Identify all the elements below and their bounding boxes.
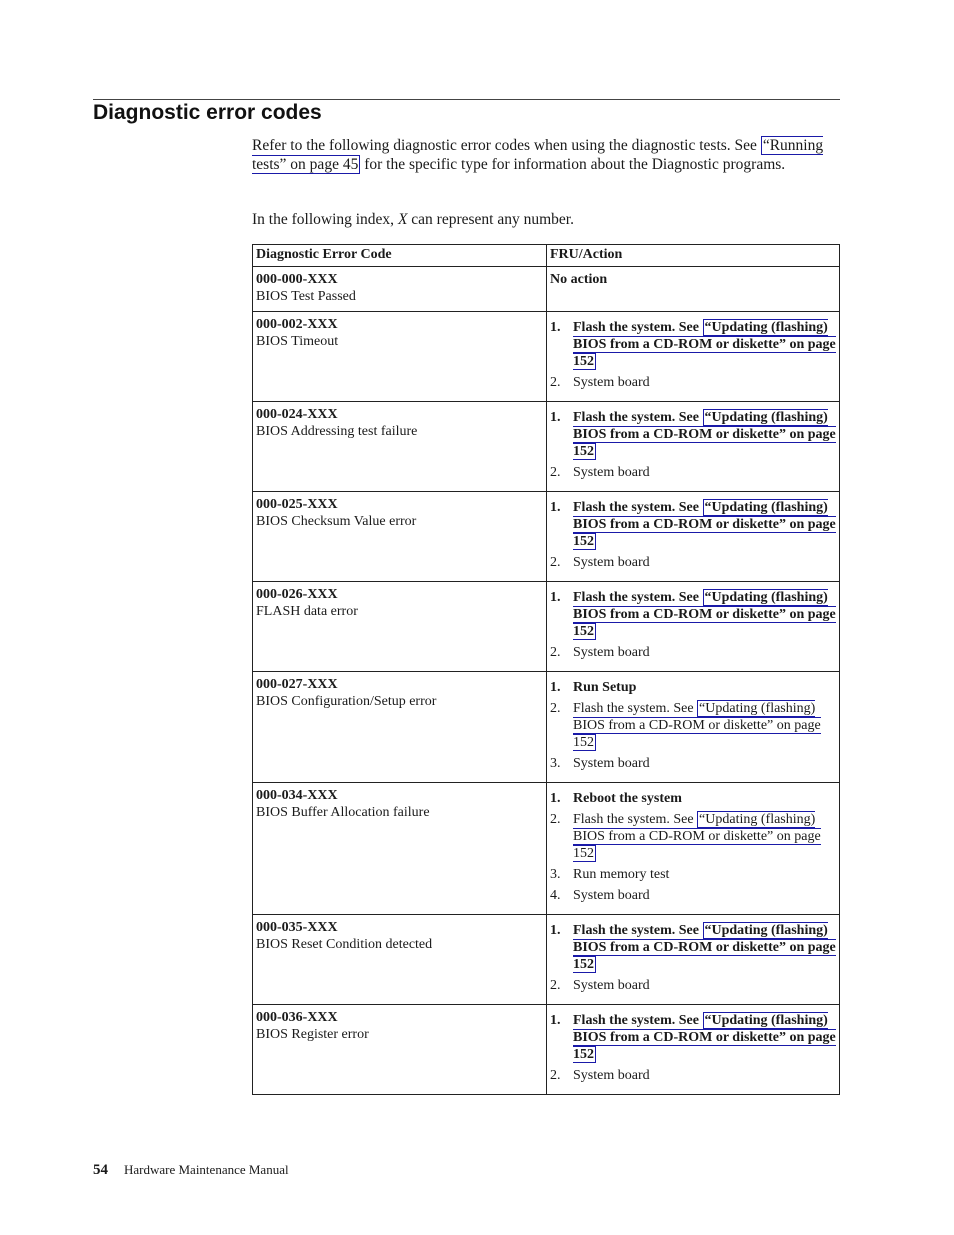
action-item — [550, 866, 836, 883]
updating-bios-link[interactable]: “Updating (flashing) BIOS from a CD-ROM or diskette” on page 152 — [573, 320, 836, 369]
action-text: Run Setup — [573, 680, 637, 695]
table-row — [253, 267, 840, 312]
table-row — [253, 672, 840, 783]
action-text: Flash the system. See — [573, 701, 698, 716]
error-code-cell — [253, 492, 547, 582]
table-row — [253, 915, 840, 1005]
page-title: Diagnostic error codes — [93, 101, 322, 124]
fru-action-cell — [547, 672, 840, 783]
action-item — [550, 589, 836, 640]
error-code: 000-036-XXX — [256, 1010, 338, 1025]
updating-bios-link[interactable]: “Updating (flashing) BIOS from a CD-ROM or diskette” on page 152 — [573, 701, 821, 750]
fru-action-cell — [547, 915, 840, 1005]
action-item — [550, 811, 836, 862]
error-code: 000-035-XXX — [256, 920, 338, 935]
fru-action-cell — [547, 1005, 840, 1095]
updating-bios-link[interactable]: “Updating (flashing) BIOS from a CD-ROM or diskette” on page 152 — [573, 410, 836, 459]
error-code-table — [252, 244, 840, 1095]
action-text: Flash the system. See — [573, 923, 703, 938]
action-list — [550, 1012, 836, 1084]
error-description: BIOS Checksum Value error — [256, 514, 417, 529]
fru-action-cell — [547, 267, 840, 312]
action-item — [550, 499, 836, 550]
action-item — [550, 1067, 836, 1084]
fru-action-cell — [547, 492, 840, 582]
action-item — [550, 700, 836, 751]
action-item — [550, 755, 836, 772]
action-text: System board — [573, 756, 650, 771]
updating-bios-link[interactable]: “Updating (flashing) BIOS from a CD-ROM or diskette” on page 152 — [573, 923, 836, 972]
error-code-cell — [253, 267, 547, 312]
action-number: 1. — [550, 500, 561, 515]
error-description: BIOS Timeout — [256, 334, 339, 349]
error-code-cell — [253, 402, 547, 492]
error-description: BIOS Reset Condition detected — [256, 937, 433, 952]
action-item — [550, 922, 836, 973]
page-footer — [93, 1162, 289, 1179]
action-number: 1. — [550, 923, 561, 938]
table-header-row — [253, 245, 840, 267]
action-item — [550, 464, 836, 481]
action-list — [550, 922, 836, 994]
index-note-pre: In the following index, — [252, 211, 398, 228]
error-code-cell — [253, 1005, 547, 1095]
action-number: 1. — [550, 1013, 561, 1028]
error-code-cell — [253, 915, 547, 1005]
action-number: 2. — [550, 1068, 561, 1083]
table-row — [253, 492, 840, 582]
action-number: 2. — [550, 978, 561, 993]
table-row — [253, 783, 840, 915]
table-row — [253, 312, 840, 402]
action-item — [550, 319, 836, 370]
action-number: 2. — [550, 375, 561, 390]
action-number: 3. — [550, 867, 561, 882]
action-text: Flash the system. See — [573, 320, 703, 335]
action-number: 2. — [550, 701, 561, 716]
action-number: 1. — [550, 320, 561, 335]
error-code-cell — [253, 672, 547, 783]
action-list — [550, 409, 836, 481]
error-code: 000-024-XXX — [256, 407, 338, 422]
header-fru-action: FRU/Action — [547, 245, 840, 267]
fru-action-cell — [547, 582, 840, 672]
action-item — [550, 887, 836, 904]
index-note — [252, 211, 574, 229]
page-number: 54 — [93, 1162, 108, 1178]
updating-bios-link[interactable]: “Updating (flashing) BIOS from a CD-ROM or diskette” on page 152 — [573, 590, 836, 639]
action-number: 3. — [550, 756, 561, 771]
error-description: BIOS Addressing test failure — [256, 424, 418, 439]
action-text: No action — [550, 272, 608, 287]
running-tests-link[interactable]: “Running tests” on page 45 — [252, 137, 824, 173]
action-item — [550, 790, 836, 807]
action-text: System board — [573, 465, 650, 480]
error-code: 000-000-XXX — [256, 272, 338, 287]
action-text: Flash the system. See — [573, 590, 703, 605]
error-code-cell — [253, 312, 547, 402]
action-item — [550, 554, 836, 571]
table-row — [253, 1005, 840, 1095]
action-text: System board — [573, 375, 650, 390]
error-code-cell — [253, 582, 547, 672]
action-number: 1. — [550, 791, 561, 806]
updating-bios-link[interactable]: “Updating (flashing) BIOS from a CD-ROM or diskette” on page 152 — [573, 1013, 836, 1062]
error-code: 000-025-XXX — [256, 497, 338, 512]
action-number: 1. — [550, 590, 561, 605]
action-list — [550, 679, 836, 772]
action-number: 4. — [550, 888, 561, 903]
action-item — [550, 679, 836, 696]
action-text: System board — [573, 888, 650, 903]
error-code: 000-026-XXX — [256, 587, 338, 602]
error-code: 000-002-XXX — [256, 317, 338, 332]
action-number: 1. — [550, 410, 561, 425]
header-error-code: Diagnostic Error Code — [253, 245, 547, 267]
action-item — [550, 977, 836, 994]
intro-text-post: for the specific type for information about the Diagnostic programs. — [360, 155, 786, 173]
updating-bios-link[interactable]: “Updating (flashing) BIOS from a CD-ROM or diskette” on page 152 — [573, 812, 821, 861]
action-text: System board — [573, 978, 650, 993]
action-text: Flash the system. See — [573, 1013, 703, 1028]
fru-action-cell — [547, 783, 840, 915]
action-text: Run memory test — [573, 867, 670, 882]
action-number: 2. — [550, 645, 561, 660]
error-description: BIOS Buffer Allocation failure — [256, 805, 430, 820]
action-text: System board — [573, 1068, 650, 1083]
action-list — [550, 589, 836, 661]
error-description: BIOS Register error — [256, 1027, 369, 1042]
action-text: Flash the system. See — [573, 812, 698, 827]
updating-bios-link[interactable]: “Updating (flashing) BIOS from a CD-ROM or diskette” on page 152 — [573, 500, 836, 549]
error-code: 000-034-XXX — [256, 788, 338, 803]
index-note-post: can represent any number. — [407, 211, 574, 228]
intro-text-pre: Refer to the following diagnostic error codes when using the diagnostic tests. See — [252, 137, 761, 154]
action-number: 2. — [550, 555, 561, 570]
index-note-variable: X — [397, 211, 408, 228]
action-item — [550, 409, 836, 460]
error-description: BIOS Test Passed — [256, 289, 356, 304]
action-text: System board — [573, 555, 650, 570]
action-item — [550, 374, 836, 391]
fru-action-cell — [547, 402, 840, 492]
action-number: 1. — [550, 680, 561, 695]
action-list — [550, 499, 836, 571]
action-text: Flash the system. See — [573, 500, 703, 515]
intro-paragraph — [252, 137, 842, 174]
action-text: System board — [573, 645, 650, 660]
error-description: BIOS Configuration/Setup error — [256, 694, 437, 709]
action-list — [550, 790, 836, 904]
action-text: Reboot the system — [573, 791, 682, 806]
table-row — [253, 402, 840, 492]
top-rule — [93, 99, 840, 100]
action-number: 2. — [550, 812, 561, 827]
table-row — [253, 582, 840, 672]
action-list — [550, 319, 836, 391]
action-number: 2. — [550, 465, 561, 480]
fru-action-cell — [547, 312, 840, 402]
action-item — [550, 644, 836, 661]
action-item — [550, 1012, 836, 1063]
error-description: FLASH data error — [256, 604, 358, 619]
error-code-cell — [253, 783, 547, 915]
error-code: 000-027-XXX — [256, 677, 338, 692]
action-text: Flash the system. See — [573, 410, 703, 425]
manual-title: Hardware Maintenance Manual — [124, 1162, 289, 1177]
